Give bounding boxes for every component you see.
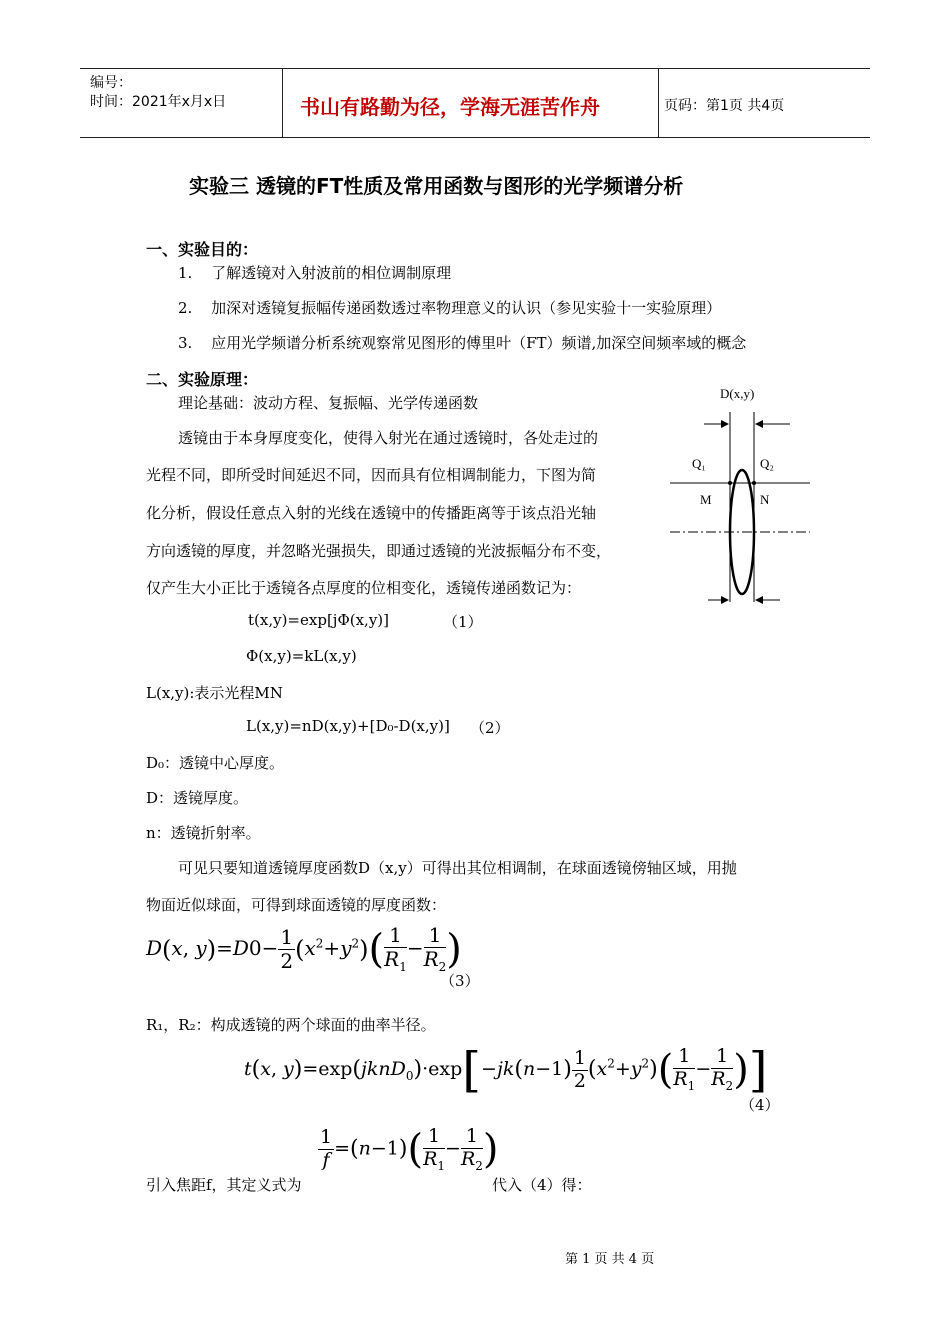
- page-title: 实验三 透镜的FT性质及常用函数与图形的光学频谱分析: [189, 174, 684, 198]
- section-heading-principle: 二、实验原理：: [146, 370, 259, 389]
- equation-number: （2）: [470, 719, 510, 737]
- page-footer: 第 1 页 共 4 页: [565, 1252, 655, 1267]
- definition-d0: D₀：透镜中心厚度。: [146, 754, 285, 772]
- equation-1: t(x,y)=exp[jΦ(x,y)]: [248, 611, 389, 629]
- lens-diagram: [670, 382, 810, 610]
- header-number: 编号：: [90, 75, 132, 91]
- definition-radii: R₁，R₂：构成透镜的两个球面的曲率半径。: [146, 1016, 436, 1034]
- focal-tail: 代入（4）得：: [492, 1176, 592, 1194]
- equation-3: D(x, y)=D0− $\frac{1}{2}$ $(x^2+y^2)$( $\frac{1}{R_1}$ − $\frac{1}{R_2}$ ): [146, 923, 462, 974]
- fraction-numerator: 1: [280, 924, 294, 949]
- equation-number: （4）: [740, 1096, 780, 1114]
- header-time: 时间：2021年x月x日: [90, 94, 227, 110]
- label-q2: Q₂: [760, 456, 774, 471]
- paragraph-line: 方向透镜的厚度，并忽略光强损失，即通过透镜的光波振幅分布不变，: [146, 542, 612, 560]
- focal-intro: 引入焦距f，其定义式为: [146, 1176, 302, 1194]
- fraction-numerator: 1: [384, 924, 407, 948]
- list-number: 1.: [178, 264, 193, 282]
- fraction-denominator: 2: [573, 1069, 586, 1092]
- subscript: 1: [687, 1078, 696, 1093]
- fraction-denominator: 2: [280, 948, 294, 973]
- radius-r1: R: [673, 1068, 688, 1091]
- definition-d: D：透镜厚度。: [146, 789, 249, 807]
- header-page-code: 页码：第1页 共4页: [664, 98, 785, 114]
- list-item: [178, 262, 451, 283]
- fraction-numerator: 1: [711, 1046, 733, 1069]
- list-number: 2.: [178, 299, 193, 317]
- subscript: 2: [475, 1158, 483, 1173]
- list-item: [178, 332, 746, 353]
- radius-r2: R: [711, 1068, 726, 1091]
- fraction-numerator: 1: [320, 1126, 333, 1149]
- list-text: 应用光学频谱分析系统观察常见图形的傅里叶（FT）频谱,加深空间频率域的概念: [211, 334, 747, 352]
- paragraph-line: 透镜由于本身厚度变化，使得入射光在通过透镜时，各处走过的: [178, 429, 599, 447]
- paragraph-line: 光程不同，即所受时间延迟不同，因而具有位相调制能力，下图为简: [146, 466, 597, 484]
- definition-l: L(x,y):表示光程MN: [146, 684, 283, 702]
- header-divider: [658, 69, 659, 137]
- list-text: 了解透镜对入射波前的相位调制原理: [211, 264, 452, 282]
- header-table: [80, 68, 870, 138]
- label-n: N: [760, 492, 770, 507]
- radius-r2: R: [423, 947, 439, 971]
- subscript: 1: [399, 960, 407, 974]
- fraction-numerator: 1: [673, 1046, 695, 1069]
- equation-number: （1）: [443, 613, 483, 631]
- subscript: 1: [437, 1158, 446, 1173]
- definition-n: n：透镜折射率。: [146, 824, 261, 842]
- equation-4: t(x, y)=exp(jknD$_0$)·exp[−jk(n−1) $\frac{1}{2}$ $(x^2+y^2)$( $\frac{1}{R_1}$ − $\frac{1}{R_2}$ )]: [244, 1042, 768, 1098]
- paragraph-line: 化分析，假设任意点入射的光线在透镜中的传播距离等于该点沿光轴: [146, 504, 597, 522]
- label-q1: Q₁: [692, 456, 706, 471]
- header-divider: [282, 69, 283, 137]
- paragraph-line: 物面近似球面，可得到球面透镜的厚度函数：: [146, 896, 447, 914]
- radius-r1: R: [384, 947, 400, 971]
- header-motto: 书山有路勤为径，学海无涯苦作舟: [300, 95, 600, 119]
- fraction-numerator: 1: [461, 1126, 483, 1149]
- section-heading-purpose: 一、实验目的：: [146, 240, 259, 259]
- equation-number: （3）: [440, 972, 480, 990]
- fraction-numerator: 1: [573, 1046, 586, 1069]
- equation-1b: Φ(x,y)=kL(x,y): [246, 647, 357, 665]
- radius-r1: R: [423, 1147, 438, 1170]
- fraction-numerator: 1: [424, 924, 447, 948]
- fraction-numerator: 1: [423, 1126, 445, 1149]
- subscript: 2: [725, 1078, 734, 1093]
- list-text: 加深对透镜复振幅传递函数透过率物理意义的认识（参见实验十一实验原理）: [211, 299, 722, 317]
- list-number: 3.: [178, 334, 193, 352]
- equation-2: L(x,y)=nD(x,y)+[D₀-D(x,y)]: [246, 717, 450, 735]
- focal-f: f: [322, 1149, 330, 1172]
- subscript: 2: [438, 960, 447, 974]
- list-item: [178, 297, 721, 318]
- theory-basis: 理论基础：波动方程、复振幅、光学传递函数: [178, 394, 479, 412]
- radius-r2: R: [460, 1147, 476, 1170]
- paragraph-line: 仅产生大小正比于透镜各点厚度的位相变化，透镜传递函数记为：: [146, 579, 582, 597]
- equation-focal: $\frac{1}{f}$ =(n−1)( $\frac{1}{R_1}$ − $\frac{1}{R_2}$ ): [320, 1125, 499, 1173]
- label-thickness: D(x,y): [720, 386, 755, 401]
- paragraph-line: 可见只要知道透镜厚度函数D（x,y）可得出其位相调制，在球面透镜傍轴区域，用抛: [178, 859, 737, 877]
- label-m: M: [700, 492, 712, 507]
